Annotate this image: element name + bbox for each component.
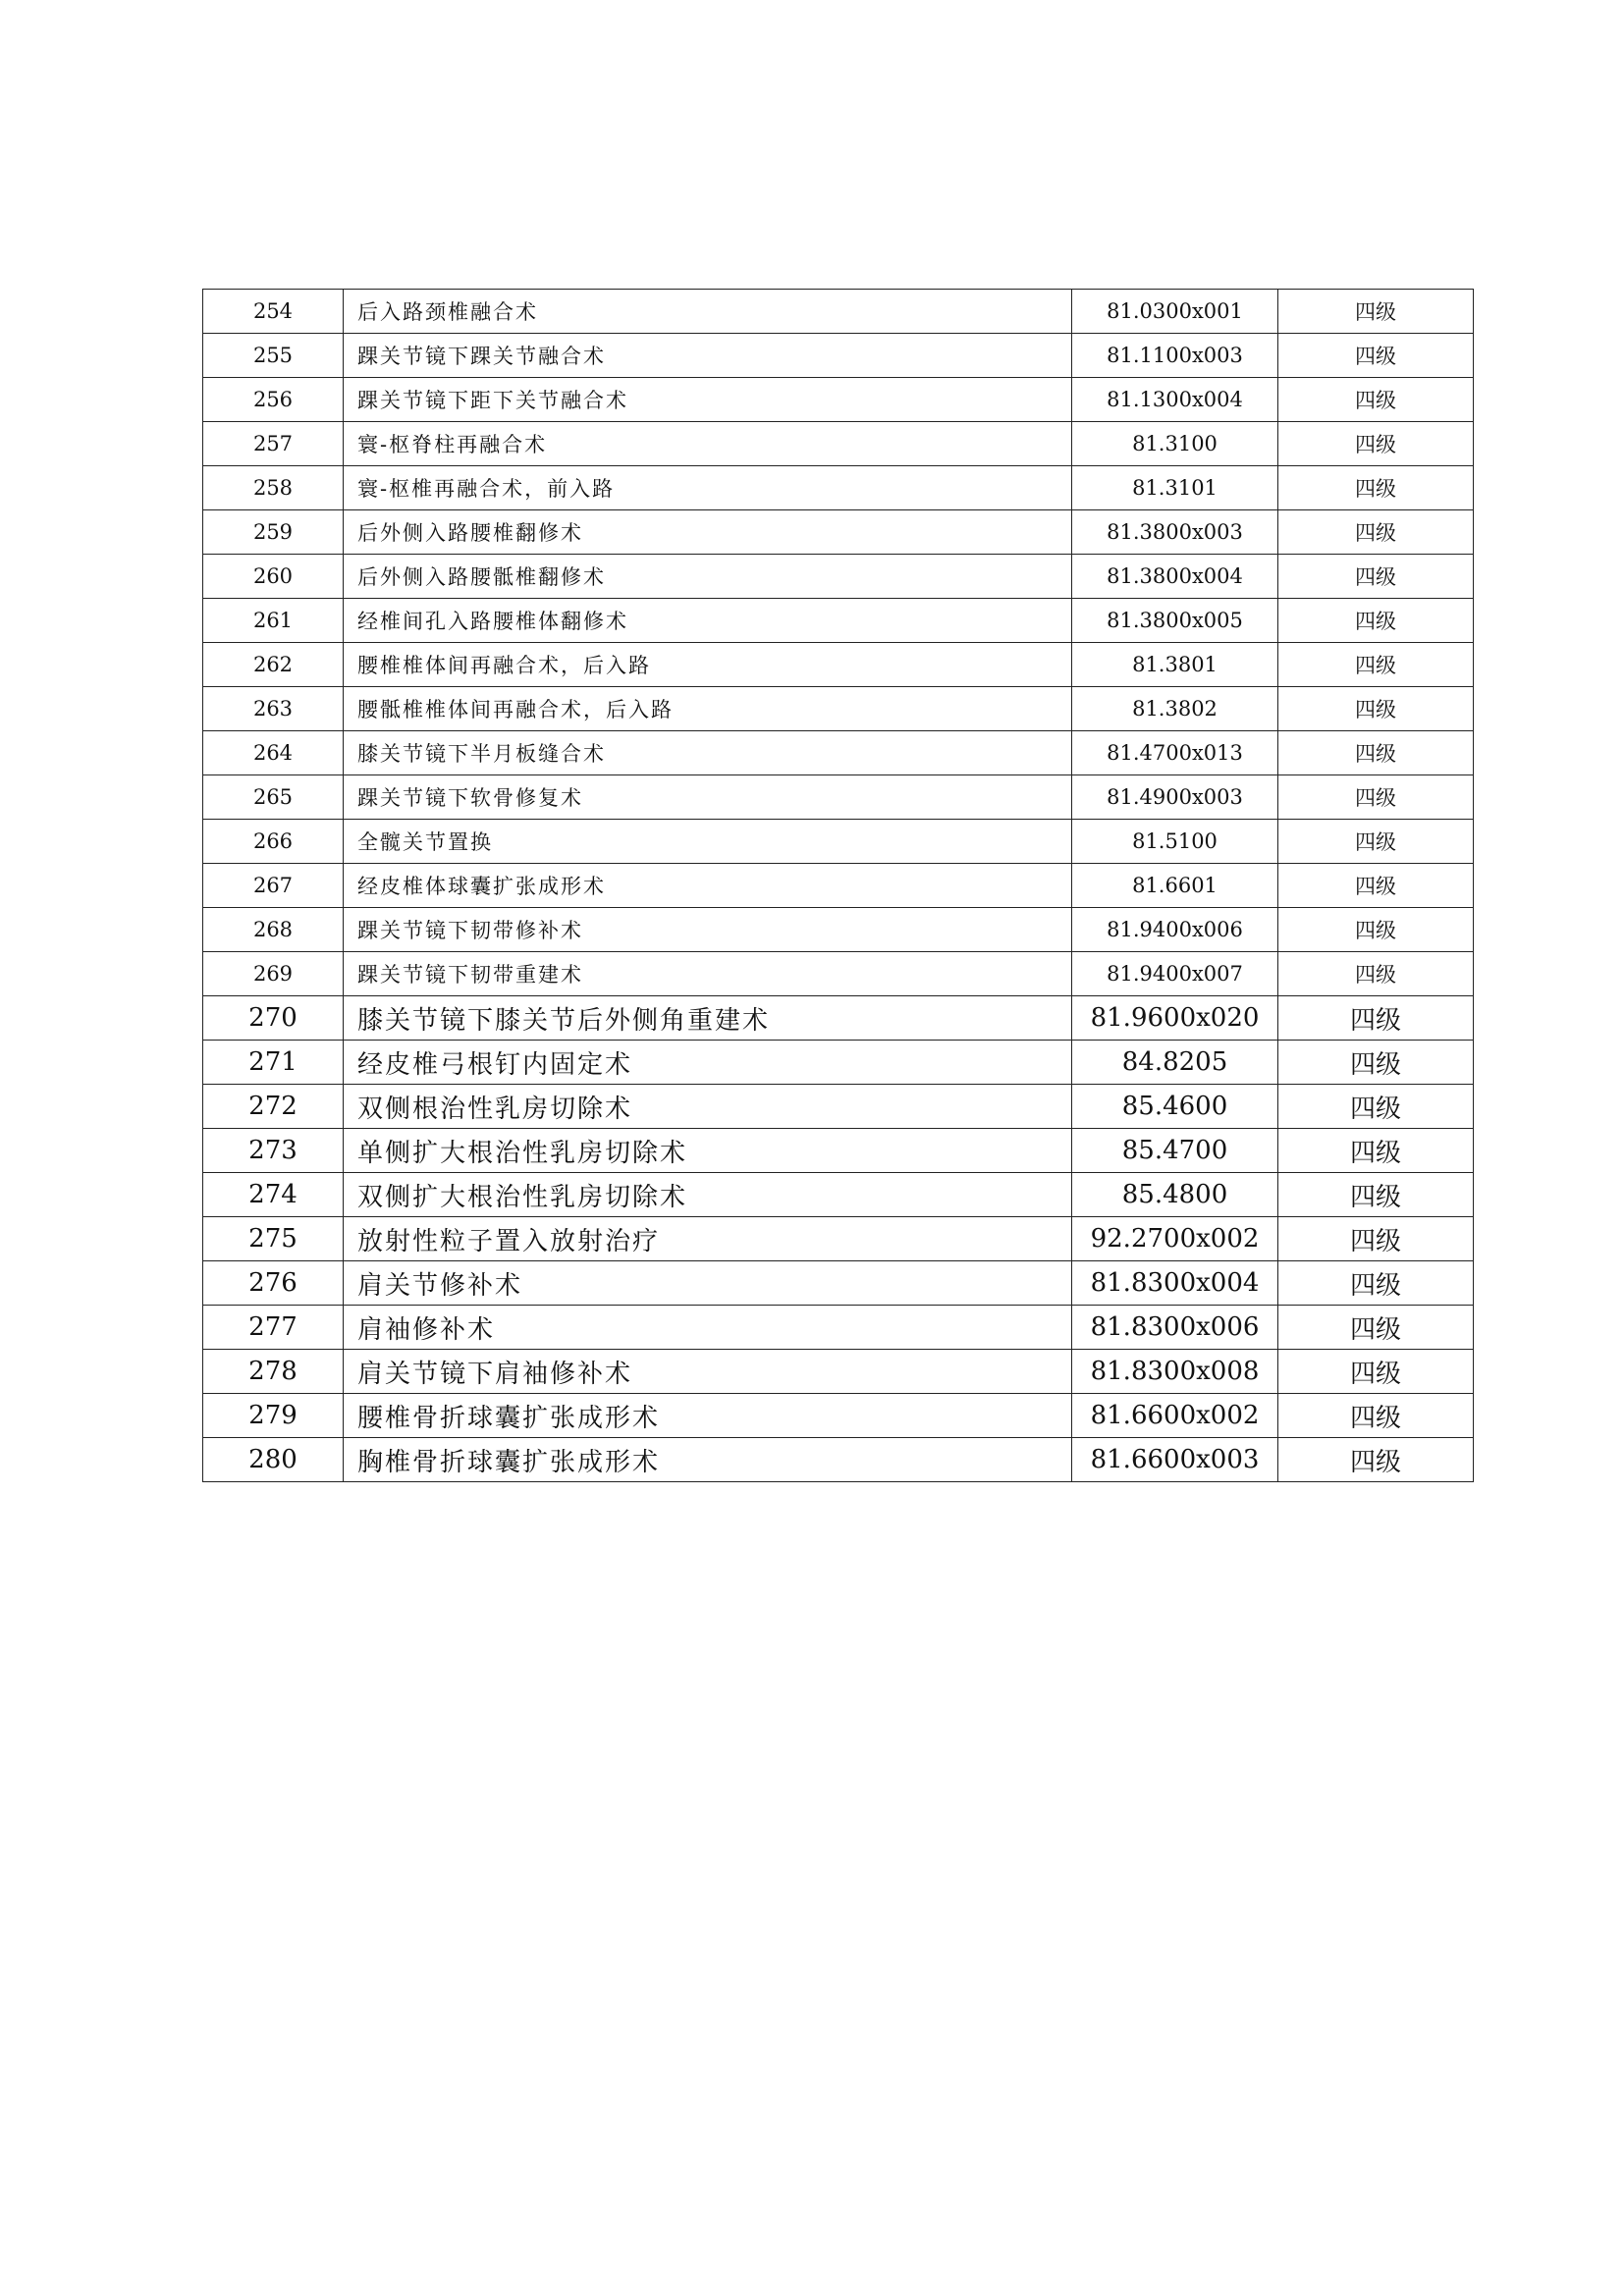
table-row — [203, 687, 1474, 731]
row-number-cell: 264 — [203, 731, 344, 775]
procedure-name-cell: 单侧扩大根治性乳房切除术 — [344, 1129, 1072, 1173]
surgery-level-cell: 四级 — [1278, 1041, 1474, 1085]
procedure-name-cell: 经皮椎体球囊扩张成形术 — [344, 864, 1072, 908]
procedure-code-cell: 92.2700x002 — [1072, 1217, 1278, 1261]
procedure-code-cell: 84.8205 — [1072, 1041, 1278, 1085]
row-number-cell: 259 — [203, 510, 344, 555]
table-row — [203, 466, 1474, 510]
procedure-name-cell: 踝关节镜下踝关节融合术 — [344, 334, 1072, 378]
table-row — [203, 1350, 1474, 1394]
procedure-name-cell: 膝关节镜下半月板缝合术 — [344, 731, 1072, 775]
row-number-cell: 270 — [203, 996, 344, 1041]
surgery-level-cell: 四级 — [1278, 731, 1474, 775]
table-row — [203, 290, 1474, 334]
row-number-cell: 266 — [203, 820, 344, 864]
surgery-level-cell: 四级 — [1278, 334, 1474, 378]
procedure-code-cell: 81.3800x004 — [1072, 555, 1278, 599]
table-row — [203, 908, 1474, 952]
row-number-cell: 260 — [203, 555, 344, 599]
procedure-code-cell: 81.3802 — [1072, 687, 1278, 731]
procedure-code-cell: 81.4700x013 — [1072, 731, 1278, 775]
surgery-level-cell: 四级 — [1278, 1217, 1474, 1261]
table-row — [203, 1438, 1474, 1482]
procedure-code-cell: 81.9600x020 — [1072, 996, 1278, 1041]
procedure-name-cell: 腰椎椎体间再融合术，后入路 — [344, 643, 1072, 687]
row-number-cell: 258 — [203, 466, 344, 510]
table-row — [203, 731, 1474, 775]
surgery-level-cell: 四级 — [1278, 820, 1474, 864]
row-number-cell: 279 — [203, 1394, 344, 1438]
procedure-name-cell: 经皮椎弓根钉内固定术 — [344, 1041, 1072, 1085]
row-number-cell: 267 — [203, 864, 344, 908]
table-row — [203, 1129, 1474, 1173]
procedure-name-cell: 踝关节镜下距下关节融合术 — [344, 378, 1072, 422]
row-number-cell: 256 — [203, 378, 344, 422]
procedure-name-cell: 后外侧入路腰骶椎翻修术 — [344, 555, 1072, 599]
procedure-name-cell: 全髋关节置换 — [344, 820, 1072, 864]
surgery-level-cell: 四级 — [1278, 1261, 1474, 1306]
table-row — [203, 775, 1474, 820]
procedure-name-cell: 寰-枢椎再融合术，前入路 — [344, 466, 1072, 510]
procedure-table-body — [203, 290, 1474, 1482]
table-row — [203, 1394, 1474, 1438]
procedure-name-cell: 肩关节修补术 — [344, 1261, 1072, 1306]
surgery-level-cell: 四级 — [1278, 466, 1474, 510]
row-number-cell: 263 — [203, 687, 344, 731]
surgery-level-cell: 四级 — [1278, 378, 1474, 422]
row-number-cell: 273 — [203, 1129, 344, 1173]
procedure-code-cell: 81.8300x004 — [1072, 1261, 1278, 1306]
table-row — [203, 1173, 1474, 1217]
row-number-cell: 275 — [203, 1217, 344, 1261]
row-number-cell: 255 — [203, 334, 344, 378]
surgery-level-cell: 四级 — [1278, 1085, 1474, 1129]
table-row — [203, 1085, 1474, 1129]
procedure-code-cell: 81.5100 — [1072, 820, 1278, 864]
surgery-level-cell: 四级 — [1278, 1306, 1474, 1350]
table-row — [203, 1261, 1474, 1306]
row-number-cell: 268 — [203, 908, 344, 952]
table-row — [203, 510, 1474, 555]
procedure-code-cell: 81.6601 — [1072, 864, 1278, 908]
row-number-cell: 254 — [203, 290, 344, 334]
table-row — [203, 334, 1474, 378]
procedure-code-cell: 85.4700 — [1072, 1129, 1278, 1173]
procedure-name-cell: 肩关节镜下肩袖修补术 — [344, 1350, 1072, 1394]
procedure-name-cell: 放射性粒子置入放射治疗 — [344, 1217, 1072, 1261]
surgery-level-cell: 四级 — [1278, 687, 1474, 731]
surgery-level-cell: 四级 — [1278, 908, 1474, 952]
procedure-code-cell: 81.9400x007 — [1072, 952, 1278, 996]
surgery-level-cell: 四级 — [1278, 996, 1474, 1041]
procedure-name-cell: 膝关节镜下膝关节后外侧角重建术 — [344, 996, 1072, 1041]
procedure-name-cell: 经椎间孔入路腰椎体翻修术 — [344, 599, 1072, 643]
table-row — [203, 996, 1474, 1041]
surgery-level-cell: 四级 — [1278, 1394, 1474, 1438]
procedure-code-cell: 81.4900x003 — [1072, 775, 1278, 820]
document-page — [202, 289, 1473, 1482]
procedure-code-cell: 85.4800 — [1072, 1173, 1278, 1217]
procedure-code-cell: 81.3101 — [1072, 466, 1278, 510]
procedure-table — [202, 289, 1474, 1482]
row-number-cell: 274 — [203, 1173, 344, 1217]
procedure-code-cell: 81.0300x001 — [1072, 290, 1278, 334]
row-number-cell: 257 — [203, 422, 344, 466]
row-number-cell: 276 — [203, 1261, 344, 1306]
table-row — [203, 864, 1474, 908]
surgery-level-cell: 四级 — [1278, 1350, 1474, 1394]
procedure-code-cell: 81.6600x002 — [1072, 1394, 1278, 1438]
procedure-name-cell: 寰-枢脊柱再融合术 — [344, 422, 1072, 466]
procedure-code-cell: 81.6600x003 — [1072, 1438, 1278, 1482]
procedure-name-cell: 后入路颈椎融合术 — [344, 290, 1072, 334]
surgery-level-cell: 四级 — [1278, 599, 1474, 643]
procedure-name-cell: 腰椎骨折球囊扩张成形术 — [344, 1394, 1072, 1438]
surgery-level-cell: 四级 — [1278, 643, 1474, 687]
row-number-cell: 265 — [203, 775, 344, 820]
surgery-level-cell: 四级 — [1278, 510, 1474, 555]
procedure-name-cell: 肩袖修补术 — [344, 1306, 1072, 1350]
row-number-cell: 261 — [203, 599, 344, 643]
table-row — [203, 378, 1474, 422]
surgery-level-cell: 四级 — [1278, 775, 1474, 820]
surgery-level-cell: 四级 — [1278, 1129, 1474, 1173]
row-number-cell: 278 — [203, 1350, 344, 1394]
surgery-level-cell: 四级 — [1278, 1438, 1474, 1482]
surgery-level-cell: 四级 — [1278, 952, 1474, 996]
table-row — [203, 555, 1474, 599]
table-row — [203, 422, 1474, 466]
procedure-code-cell: 81.8300x006 — [1072, 1306, 1278, 1350]
row-number-cell: 269 — [203, 952, 344, 996]
row-number-cell: 271 — [203, 1041, 344, 1085]
procedure-code-cell: 81.1300x004 — [1072, 378, 1278, 422]
table-row — [203, 1217, 1474, 1261]
procedure-name-cell: 踝关节镜下软骨修复术 — [344, 775, 1072, 820]
surgery-level-cell: 四级 — [1278, 864, 1474, 908]
procedure-name-cell: 踝关节镜下韧带修补术 — [344, 908, 1072, 952]
table-row — [203, 643, 1474, 687]
surgery-level-cell: 四级 — [1278, 290, 1474, 334]
procedure-name-cell: 双侧根治性乳房切除术 — [344, 1085, 1072, 1129]
table-row — [203, 1306, 1474, 1350]
procedure-name-cell: 腰骶椎椎体间再融合术，后入路 — [344, 687, 1072, 731]
procedure-code-cell: 81.3800x005 — [1072, 599, 1278, 643]
procedure-code-cell: 81.8300x008 — [1072, 1350, 1278, 1394]
table-row — [203, 1041, 1474, 1085]
table-row — [203, 599, 1474, 643]
procedure-code-cell: 81.9400x006 — [1072, 908, 1278, 952]
procedure-name-cell: 双侧扩大根治性乳房切除术 — [344, 1173, 1072, 1217]
procedure-code-cell: 81.3801 — [1072, 643, 1278, 687]
surgery-level-cell: 四级 — [1278, 1173, 1474, 1217]
surgery-level-cell: 四级 — [1278, 555, 1474, 599]
procedure-code-cell: 81.1100x003 — [1072, 334, 1278, 378]
table-row — [203, 820, 1474, 864]
procedure-code-cell: 81.3100 — [1072, 422, 1278, 466]
procedure-name-cell: 胸椎骨折球囊扩张成形术 — [344, 1438, 1072, 1482]
row-number-cell: 262 — [203, 643, 344, 687]
procedure-name-cell: 踝关节镜下韧带重建术 — [344, 952, 1072, 996]
procedure-name-cell: 后外侧入路腰椎翻修术 — [344, 510, 1072, 555]
surgery-level-cell: 四级 — [1278, 422, 1474, 466]
procedure-code-cell: 85.4600 — [1072, 1085, 1278, 1129]
row-number-cell: 277 — [203, 1306, 344, 1350]
table-row — [203, 952, 1474, 996]
row-number-cell: 280 — [203, 1438, 344, 1482]
row-number-cell: 272 — [203, 1085, 344, 1129]
procedure-code-cell: 81.3800x003 — [1072, 510, 1278, 555]
